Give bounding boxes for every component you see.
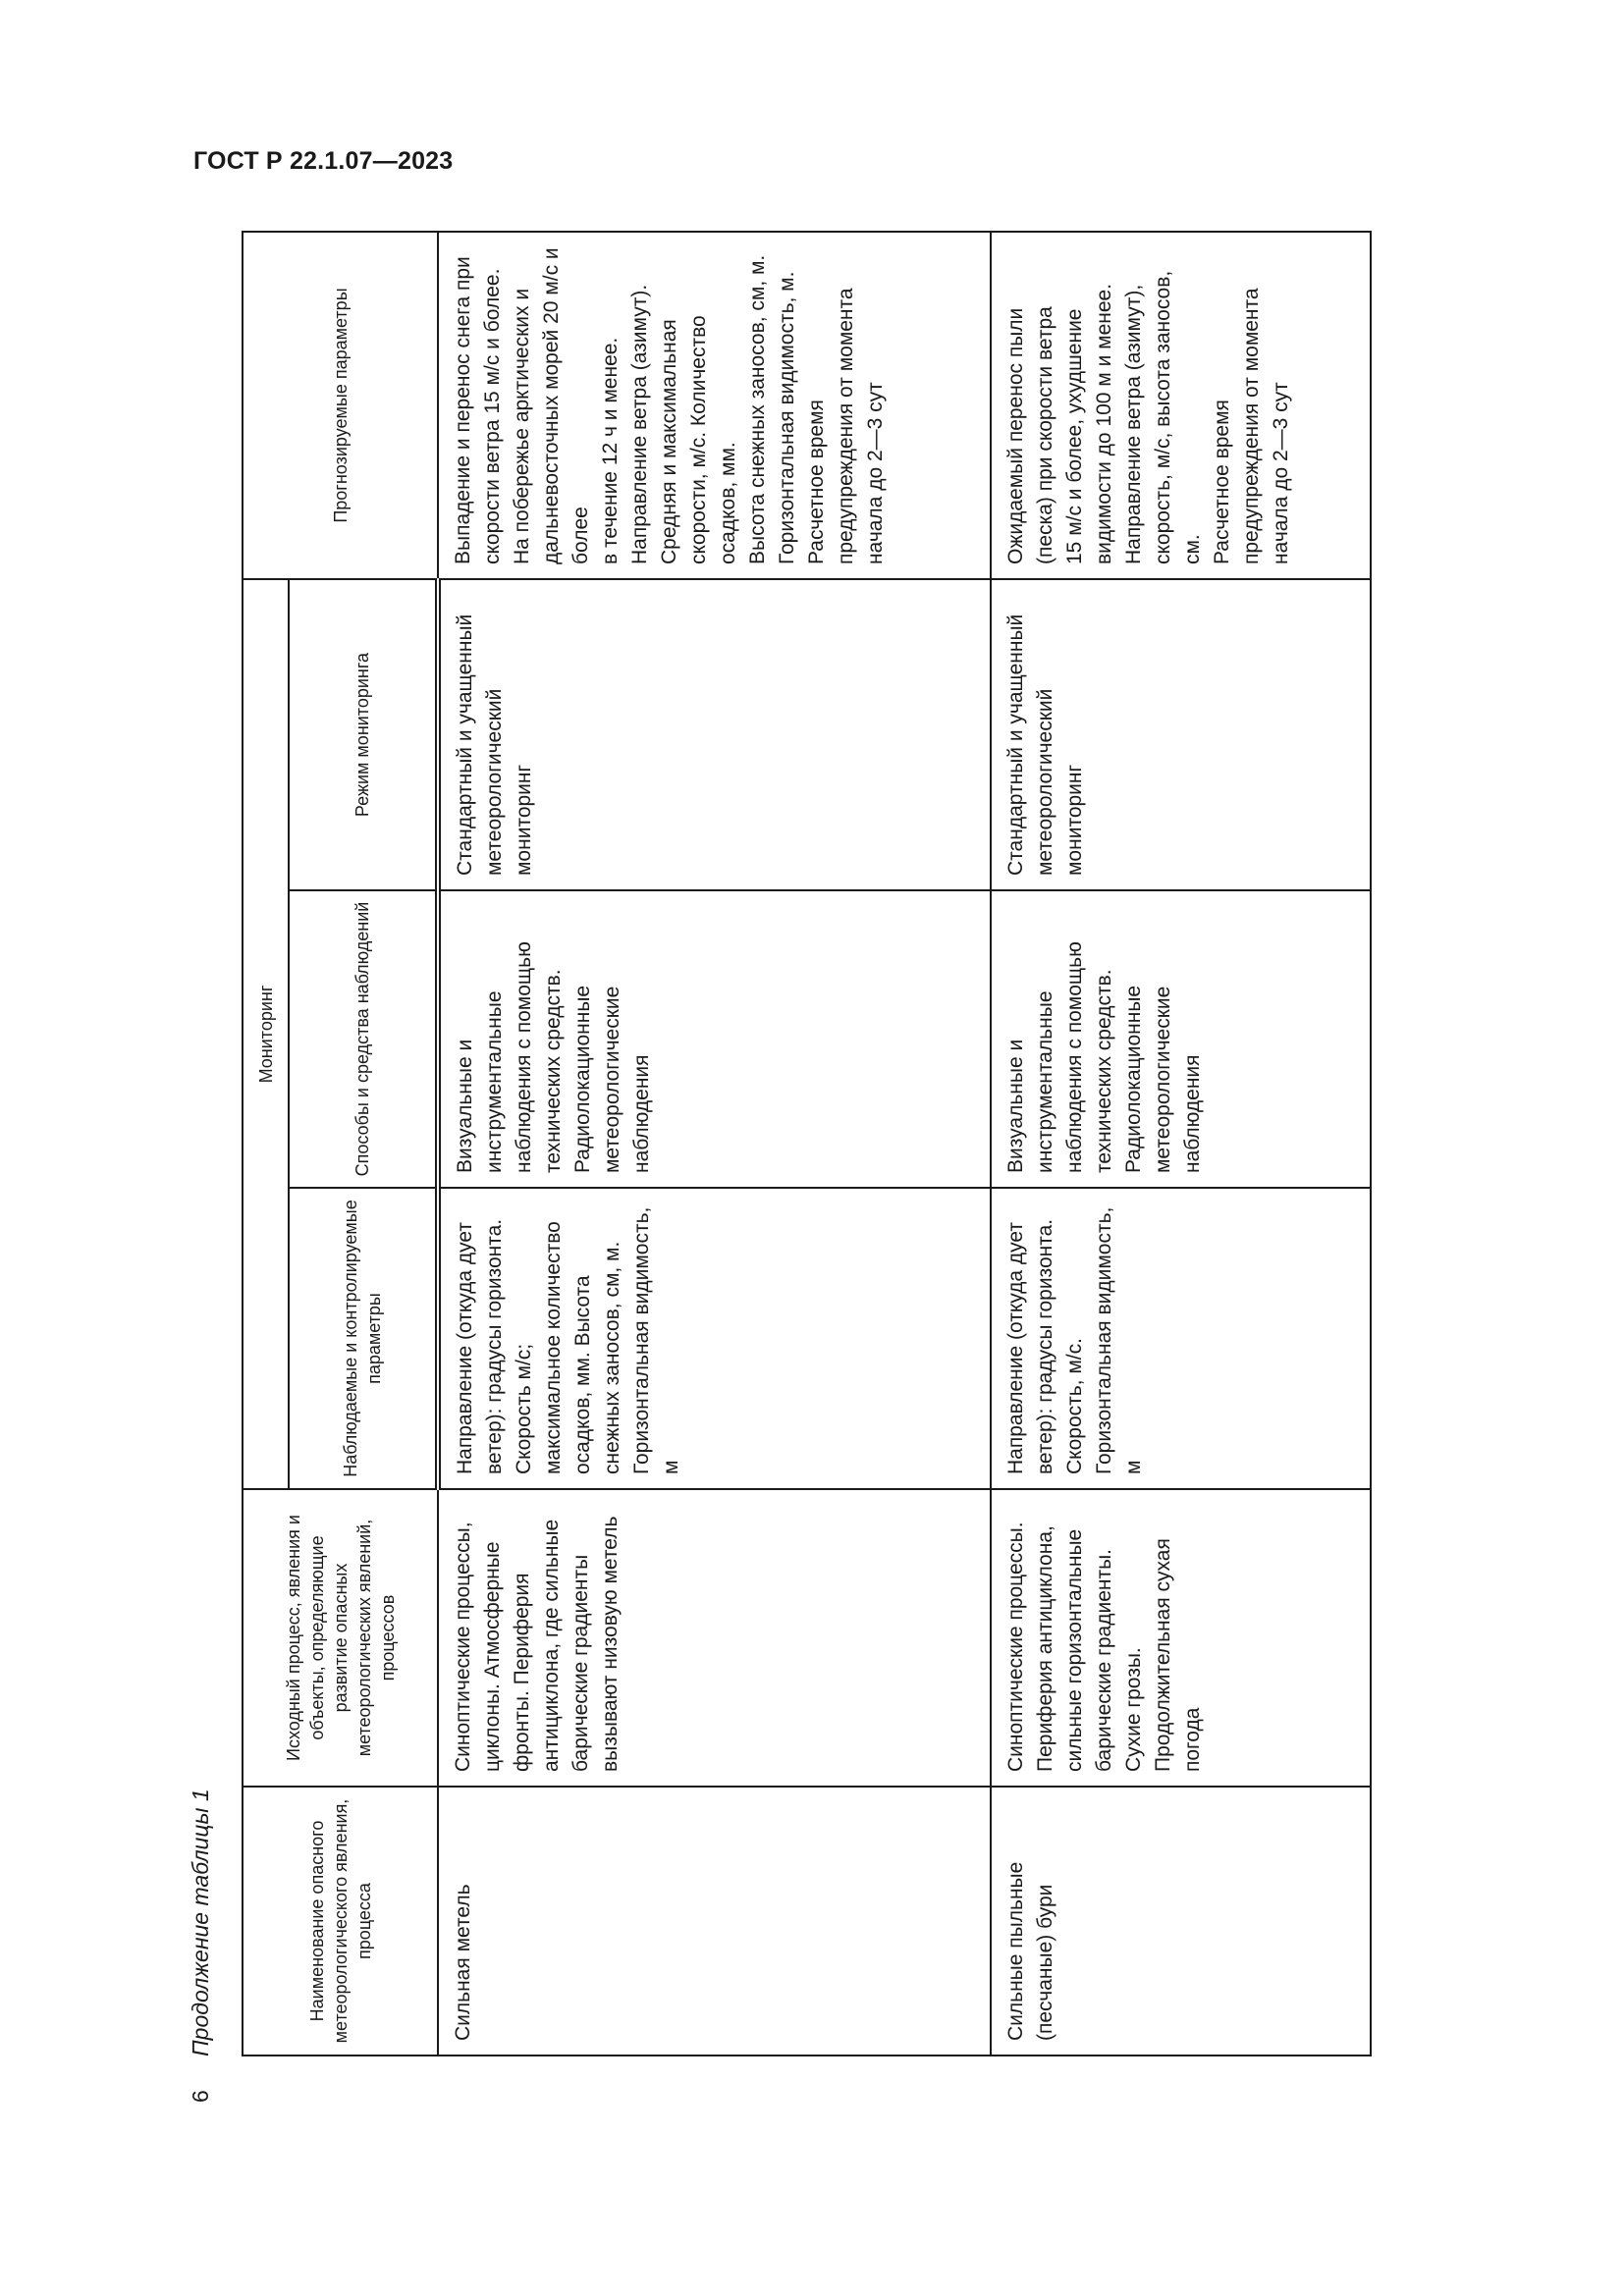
cell-forecast-parameters: Ожидаемый перенос пыли (песка) при скорости ветра 15 м/с и более, ухудшение видимости до 100 м и менее. Направление ветра (азимут), скорость, м/с, высота заносов, см. Расчетное время предупреждения от момента начала до 2—3 сут — [991, 232, 1371, 579]
cell-observed-parameters: Направление (откуда дует ветер): градусы горизонта. Скорость м/с; максимальное количество осадков, мм. Высота снежных заносов, см, м. Горизонтальная видимость, м — [438, 1188, 991, 1489]
table-row — [991, 232, 1371, 2056]
header-phenomenon-name: Наименование опасного метеорологического явления, процесса — [243, 1787, 438, 2056]
cell-phenomenon-name: Сильная метель — [438, 1787, 991, 2056]
header-monitoring-mode: Режим мониторинга — [289, 579, 438, 890]
cell-forecast-parameters: Выпадение и перенос снега при скорости ветра 15 м/с и более. На побережье арктических и дальневосточных морей 20 м/с и более в течение 12 ч и менее. Направление ветра (азимут). Средняя и максимальная скорости, м/с. Количество осадков, мм. Высота снежных заносов, см, м. Горизонтальная видимость, м. Расчетное время предупреждения от момента начала до 2—3 сут — [438, 232, 991, 579]
page-number: 6 — [188, 2090, 213, 2103]
cell-phenomenon-name: Сильные пыльные (песчаные) бури — [991, 1787, 1371, 2056]
cell-observation-methods: Визуальные и инструментальные наблюдения с помощью технических средств. Радиолокационные метеорологические наблюдения — [438, 890, 991, 1188]
header-forecast-parameters: Прогнозируемые параметры — [243, 232, 438, 579]
cell-observation-methods: Визуальные и инструментальные наблюдения с помощью технических средств. Радиолокационные метеорологические наблюдения — [991, 890, 1371, 1188]
cell-monitoring-mode: Стандартный и учащенный метеорологический мониторинг — [438, 579, 991, 890]
table-header-row-1 — [243, 232, 289, 2056]
hazard-monitoring-table — [242, 231, 1372, 2056]
cell-monitoring-mode: Стандартный и учащенный метеорологический мониторинг — [991, 579, 1371, 890]
header-source-process: Исходный процесс, явления и объекты, определяющие развитие опасных метеорологических явлений, процессов — [243, 1489, 438, 1787]
document-code: ГОСТ Р 22.1.07—2023 — [193, 147, 454, 175]
table-continuation-caption: Продолжение таблицы 1 — [188, 1789, 213, 2056]
rotated-table-container — [242, 233, 1370, 2056]
table-row — [438, 232, 991, 2056]
cell-source-process: Синоптические процессы, циклоны. Атмосферные фронты. Периферия антициклона, где сильные барические градиенты вызывают низовую метель — [438, 1489, 991, 1787]
cell-observed-parameters: Направление (откуда дует ветер): градусы горизонта. Скорость, м/с. Горизонтальная видимость, м — [991, 1188, 1371, 1489]
header-observed-parameters: Наблюдаемые и контролируемые параметры — [289, 1188, 438, 1489]
cell-source-process: Синоптические процессы. Периферия антициклона, сильные горизонтальные барические градиенты. Сухие грозы. Продолжительная сухая погода — [991, 1489, 1371, 1787]
header-monitoring-group: Мониторинг — [243, 579, 289, 1489]
header-observation-methods: Способы и средства наблюдений — [289, 890, 438, 1188]
